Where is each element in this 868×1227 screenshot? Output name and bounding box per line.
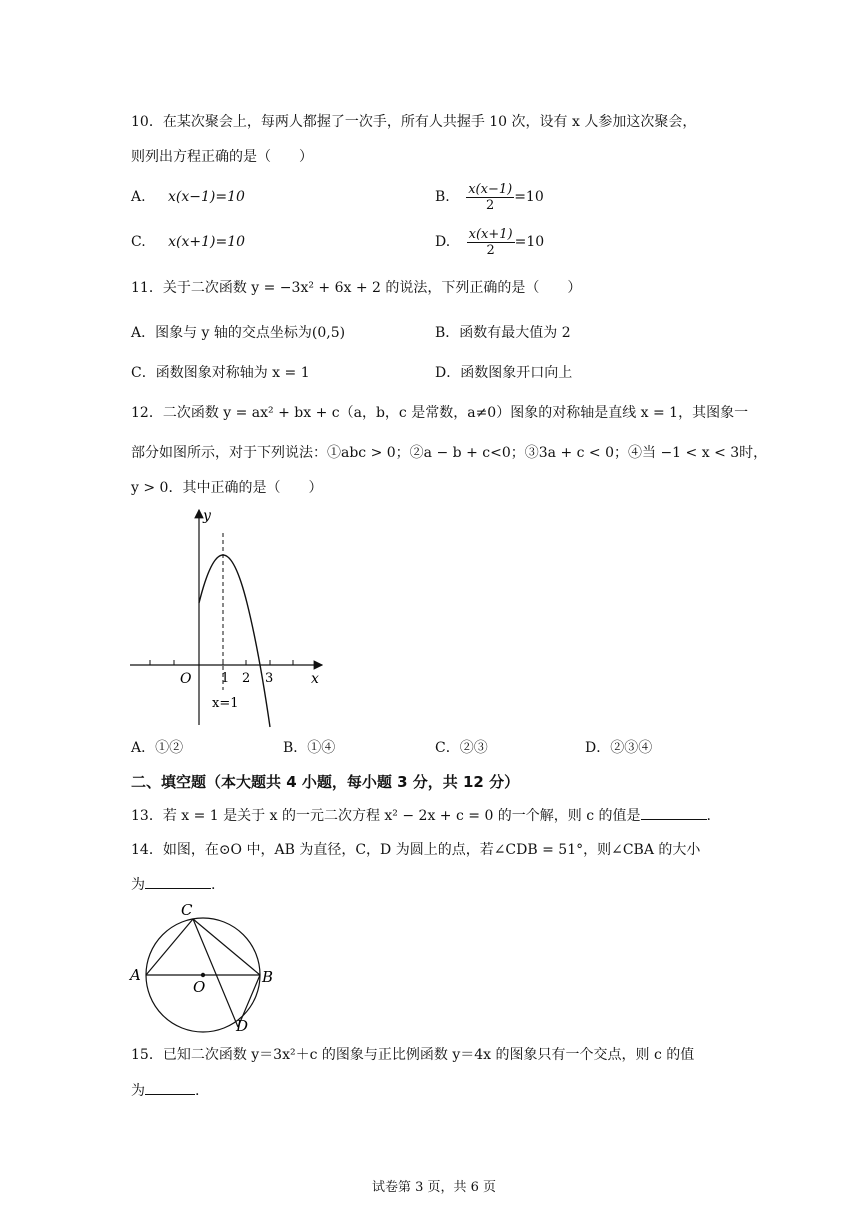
q12-option-c[interactable]: C．②③ bbox=[435, 740, 488, 756]
q10-option-c[interactable] bbox=[131, 232, 245, 252]
option-rhs: =10 bbox=[514, 189, 544, 205]
q12-option-a[interactable]: A．①② bbox=[131, 740, 184, 756]
q12-stem-line1: 12．二次函数 y = ax² + bx + c（a，b，c 是常数，a≠0）图象的对称轴是直线 x = 1，其图象一 bbox=[131, 405, 749, 421]
q12-option-d[interactable]: D．②③④ bbox=[585, 740, 653, 756]
option-rhs: =10 bbox=[514, 234, 545, 250]
q14-period: . bbox=[211, 877, 216, 893]
tick-label-1: 1 bbox=[221, 671, 230, 686]
q10-stem-line1: 10．在某次聚会上，每两人都握了一次手，所有人共握手 10 次，设有 x 人参加这次聚会， bbox=[131, 114, 697, 130]
page-footer: 试卷第 3 页，共 6 页 bbox=[371, 1180, 497, 1195]
option-expression: x(x−1)=10 bbox=[168, 189, 245, 205]
q11-option-d[interactable]: D．函数图象开口向上 bbox=[435, 365, 573, 381]
q10-option-d[interactable] bbox=[435, 222, 544, 262]
fraction bbox=[467, 227, 515, 258]
answer-blank[interactable] bbox=[145, 888, 211, 889]
q11-option-a[interactable]: A．图象与 y 轴的交点坐标为(0,5) bbox=[131, 325, 346, 341]
point-d-label: D bbox=[236, 1017, 249, 1035]
q13-text: 13．若 x = 1 是关于 x 的一元二次方程 x² − 2x + c = 0 的一个解，则 c 的值是 bbox=[131, 808, 641, 824]
center-o-label: O bbox=[193, 978, 206, 996]
q13-stem bbox=[131, 806, 711, 826]
tick-label-2: 2 bbox=[242, 671, 251, 686]
answer-blank[interactable] bbox=[145, 1094, 195, 1095]
option-letter: B. bbox=[435, 189, 450, 205]
q11-stem: 11．关于二次函数 y = −3x² + 6x + 2 的说法，下列正确的是（ ） bbox=[131, 280, 582, 296]
tick-label-3: 3 bbox=[265, 671, 274, 686]
origin-label: O bbox=[180, 671, 192, 687]
option-letter: C. bbox=[131, 234, 146, 250]
q11-option-c[interactable]: C．函数图象对称轴为 x = 1 bbox=[131, 365, 310, 381]
y-axis-label: y bbox=[203, 508, 211, 524]
q14-circle-figure bbox=[125, 898, 285, 1038]
q10-option-a[interactable] bbox=[131, 187, 245, 207]
option-expression: x(x+1)=10 bbox=[168, 234, 246, 250]
fraction-denominator: 2 bbox=[486, 197, 495, 213]
option-letter: D. bbox=[435, 234, 451, 250]
point-a-label: A bbox=[130, 966, 141, 984]
point-c-label: C bbox=[181, 901, 193, 919]
q12-parabola-graph bbox=[125, 500, 335, 730]
chord-cb bbox=[193, 919, 260, 975]
point-b-label: B bbox=[262, 968, 274, 986]
q15-prefix: 为 bbox=[131, 1083, 145, 1099]
q12-option-b[interactable]: B．①④ bbox=[283, 740, 336, 756]
q14-stem-line1: 14．如图，在⊙O 中，AB 为直径，C，D 为圆上的点，若∠CDB = 51°，则∠CBA 的大小 bbox=[131, 842, 701, 858]
q12-stem-line2: 部分如图所示，对于下列说法：①abc > 0；②a − b + c<0；③3a + c < 0；④当 −1 < x < 3时， bbox=[131, 445, 768, 461]
answer-blank[interactable] bbox=[641, 819, 707, 820]
q10-stem-line2: 则列出方程正确的是（ ） bbox=[131, 149, 313, 165]
symmetry-axis-label: x=1 bbox=[212, 696, 239, 711]
q10-option-b[interactable] bbox=[435, 177, 544, 217]
x-axis-label: x bbox=[311, 671, 319, 687]
q15-stem-line1: 15．已知二次函数 y＝3x²＋c 的图象与正比例函数 y＝4x 的图象只有一个交点，则 c 的值 bbox=[131, 1047, 695, 1063]
q15-stem-line2 bbox=[131, 1081, 199, 1101]
chord-cd bbox=[193, 919, 238, 1027]
section-title: 二、填空题（本大题共 4 小题，每小题 3 分，共 12 分） bbox=[131, 773, 520, 791]
axis-ticks bbox=[150, 660, 293, 665]
q13-period: . bbox=[706, 808, 711, 824]
q12-stem-line3: y > 0．其中正确的是（ ） bbox=[131, 480, 323, 496]
q14-prefix: 为 bbox=[131, 877, 145, 893]
fraction-numerator: x(x+1) bbox=[468, 226, 513, 242]
center-point bbox=[201, 973, 205, 977]
fraction-denominator: 2 bbox=[486, 242, 495, 258]
fraction-numerator: x(x−1) bbox=[468, 181, 513, 197]
fraction bbox=[466, 182, 514, 213]
q14-stem-line2 bbox=[131, 875, 215, 895]
q11-option-b[interactable]: B．函数有最大值为 2 bbox=[435, 325, 571, 341]
option-letter: A. bbox=[131, 189, 146, 205]
q15-period: . bbox=[195, 1083, 200, 1099]
